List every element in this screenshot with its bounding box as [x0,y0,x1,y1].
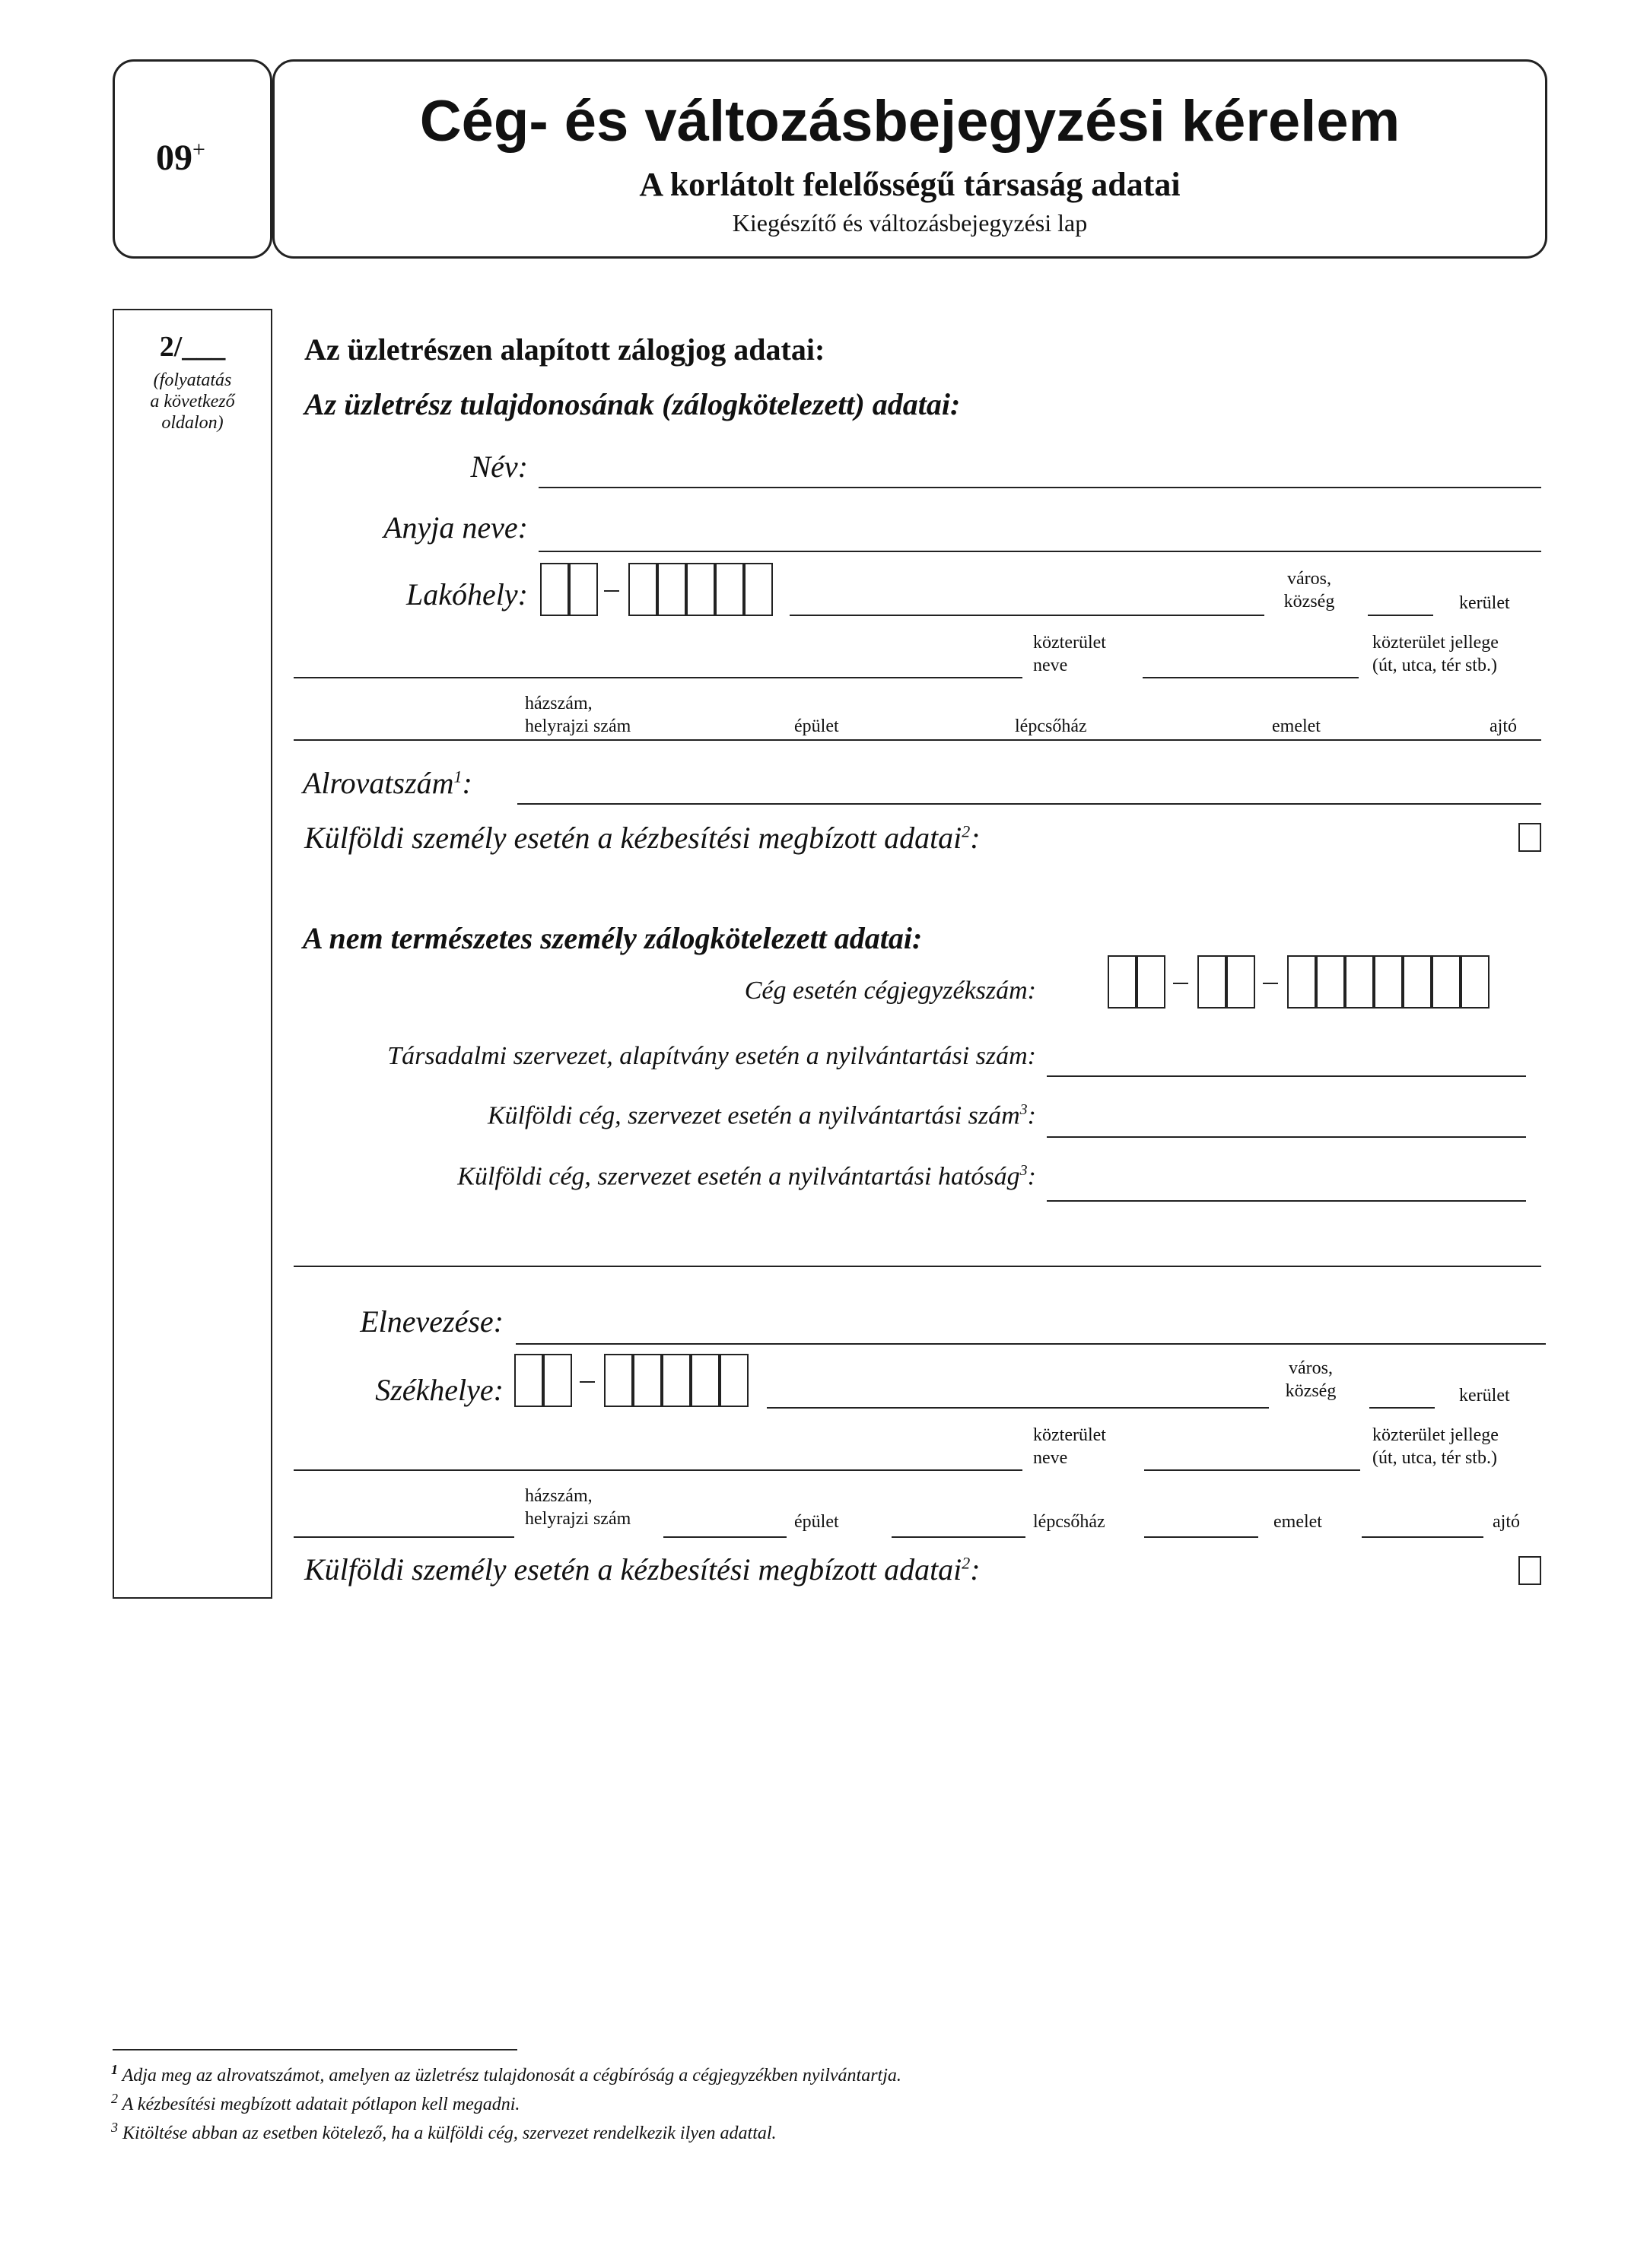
postcode-box[interactable] [657,563,686,616]
continuation-note-line: oldalon) [161,413,224,433]
subitem-text: Alrovatszám [303,766,454,800]
postcode-box[interactable] [540,563,569,616]
company-reg-box[interactable] [1316,955,1345,1009]
seat-street-type-field[interactable] [1144,1469,1360,1471]
postcode-box[interactable] [744,563,773,616]
house-number-label-line: helyrajzi szám [525,716,631,736]
sheet-type: Kiegészítő és változásbejegyzési lap [732,209,1088,237]
company-reg-box[interactable] [1345,955,1374,1009]
footnote-separator [113,2049,517,2050]
section-divider [294,1266,1541,1267]
seat-street-name-label-line: neve [1033,1448,1068,1468]
footnote [111,2116,777,2145]
seat-street-name-field[interactable] [294,1469,1022,1471]
footnote-text: Adja meg az alrovatszámot, amelyen az üzletrész tulajdonosát a cégbíróság a cégjegyzékben nyilvántartja. [122,2066,901,2085]
company-reg-box[interactable] [1197,955,1226,1009]
footnote-text: A kézbesítési megbízott adatait pótlapon kell megadni. [122,2095,520,2114]
floor-label: emelet [1272,716,1321,736]
pledge-heading: Az üzletrészen alapított zálogjog adatai: [304,332,825,367]
company-reg-box[interactable] [1108,955,1137,1009]
foreign-agent-colon: : [970,821,981,855]
street-name-field[interactable] [294,677,1022,678]
company-reg-box[interactable] [1403,955,1432,1009]
footnote [111,2087,520,2116]
continuation-note [113,370,272,434]
company-reg-label: Cég esetén cégjegyzékszám: [744,977,1036,1005]
seat-postcode-box[interactable] [720,1354,749,1407]
city-label-line: község [1283,592,1335,611]
page-number: 2/___ [159,331,226,363]
form-code [156,137,205,179]
residence-label: Lakóhely: [406,577,528,611]
city-field[interactable] [790,615,1264,616]
footnote-number: 2 [111,2091,118,2106]
seat-street-name-label [1033,1424,1106,1469]
footnote [111,2058,901,2087]
foreign-reg-sup: 3 [1019,1101,1028,1118]
postcode-box[interactable] [628,563,657,616]
foreign-reg-label [304,1101,1036,1130]
seat-building-label: épület [794,1512,839,1532]
foreign-agent-label [304,820,981,856]
seat-street-type-label-line: (út, utca, tér stb.) [1372,1448,1497,1468]
mother-name-field[interactable] [539,551,1541,552]
owner-name-label: Név: [470,449,528,484]
footnote-text: Kitöltése abban az esetben kötelező, ha a külföldi cég, szervezet rendelkezik ilyen adattal. [122,2123,777,2143]
district-label: kerület [1459,593,1510,613]
street-name-label-line: közterület [1033,633,1106,653]
seat-house-number-label-line: helyrajzi szám [525,1509,631,1529]
seat-floor-label: emelet [1273,1512,1322,1532]
seat-city-field[interactable] [767,1407,1269,1409]
street-type-label [1372,631,1499,677]
seat-foreign-agent-colon: : [970,1552,981,1587]
seat-postcode-box[interactable] [514,1354,543,1407]
staircase-label: lépcsőház [1015,716,1087,736]
form-code-sup: + [192,137,205,162]
postcode-box[interactable] [569,563,598,616]
building-label: épület [794,716,839,736]
company-reg-box[interactable] [1374,955,1403,1009]
foreign-agent-checkbox[interactable] [1518,823,1541,852]
foreign-agent-sup: 2 [962,821,971,841]
street-name-label [1033,631,1106,677]
org-name-field[interactable] [516,1343,1546,1345]
subitem-sup: 1 [453,767,463,786]
continuation-note-line: a következő [150,392,235,411]
company-reg-dash [1263,983,1278,984]
form-code-number: 09 [156,138,192,178]
house-number-label [525,692,631,738]
subitem-field[interactable] [517,803,1541,805]
street-type-field[interactable] [1143,677,1359,678]
seat-foreign-agent-label [304,1552,981,1587]
mother-name-label: Anyja neve: [383,510,528,545]
seat-district-label: kerület [1459,1386,1510,1406]
seat-foreign-agent-sup: 2 [962,1553,971,1573]
house-number-label-line: házszám, [525,694,593,713]
foreign-auth-label [304,1162,1036,1191]
postcode-box[interactable] [715,563,744,616]
street-name-label-line: neve [1033,656,1068,675]
form-subtitle: A korlátolt felelősségű társaság adatai [639,166,1181,203]
continuation-note-line: (folyatatás [153,370,232,390]
seat-foreign-agent-checkbox[interactable] [1518,1556,1541,1585]
org-name-label: Elnevezése: [360,1304,504,1339]
seat-floor-field[interactable] [1144,1536,1258,1538]
seat-postcode-dash [580,1381,595,1383]
street-type-label-line: közterület jellege [1372,633,1499,653]
seat-house-number-label-line: házszám, [525,1486,593,1506]
foreign-auth-field[interactable] [1047,1200,1526,1202]
foreign-reg-text: Külföldi cég, szervezet esetén a nyilvántartási szám [487,1101,1020,1130]
subitem-label [303,765,472,801]
ngo-reg-label: Társadalmi szervezet, alapítvány esetén a nyilvántartási szám: [387,1042,1036,1070]
seat-street-type-label [1372,1424,1499,1469]
footnote-number: 1 [111,2062,118,2077]
seat-postcode-box[interactable] [691,1354,720,1407]
seat-label: Székhelye: [375,1373,504,1407]
foreign-reg-colon: : [1027,1101,1036,1130]
foreign-reg-field[interactable] [1047,1136,1526,1138]
seat-door-field[interactable] [1362,1536,1483,1538]
form-title: Cég- és változásbejegyzési kérelem [419,89,1400,154]
seat-district-field[interactable] [1369,1407,1435,1409]
address-detail-field[interactable] [294,739,1541,741]
seat-postcode-box[interactable] [604,1354,633,1407]
seat-foreign-agent-text: Külföldi személy esetén a kézbesítési megbízott adatai [304,1552,962,1587]
ngo-reg-field[interactable] [1047,1075,1526,1077]
foreign-auth-text: Külföldi cég, szervezet esetén a nyilvántartási hatóság [457,1162,1020,1191]
city-label [1273,567,1345,613]
foreign-auth-colon: : [1027,1162,1036,1191]
postcode-box[interactable] [686,563,715,616]
company-reg-box[interactable] [1226,955,1255,1009]
seat-city-label-line: község [1285,1381,1337,1401]
company-reg-box[interactable] [1287,955,1316,1009]
seat-door-label: ajtó [1493,1512,1520,1532]
seat-postcode-box[interactable] [633,1354,662,1407]
seat-house-number-field[interactable] [294,1536,514,1538]
company-reg-box[interactable] [1137,955,1165,1009]
page-number-box [113,309,272,1599]
subitem-colon: : [462,766,472,800]
legal-person-heading: A nem természetes személy zálogkötelezett adatai: [303,921,923,955]
owner-heading: Az üzletrész tulajdonosának (zálogkötelezett) adatai: [304,387,961,421]
seat-house-number-label [525,1485,631,1530]
foreign-auth-sup: 3 [1019,1162,1028,1179]
foreign-agent-text: Külföldi személy esetén a kézbesítési megbízott adatai [304,821,962,855]
seat-street-name-label-line: közterület [1033,1425,1106,1445]
company-reg-box[interactable] [1461,955,1490,1009]
owner-name-field[interactable] [539,487,1541,488]
postcode-dash [604,590,619,592]
door-label: ajtó [1490,716,1517,736]
district-field[interactable] [1368,615,1433,616]
street-type-label-line: (út, utca, tér stb.) [1372,656,1497,675]
city-label-line: város, [1287,569,1331,589]
footnote-number: 3 [111,2120,118,2135]
seat-building-field[interactable] [663,1536,787,1538]
seat-city-label [1275,1357,1346,1402]
seat-staircase-field[interactable] [892,1536,1025,1538]
seat-street-type-label-line: közterület jellege [1372,1425,1499,1445]
company-reg-dash [1173,983,1188,984]
seat-staircase-label: lépcsőház [1033,1512,1105,1532]
seat-city-label-line: város, [1289,1358,1333,1378]
company-reg-box[interactable] [1432,955,1461,1009]
seat-postcode-box[interactable] [662,1354,691,1407]
seat-postcode-box[interactable] [543,1354,572,1407]
